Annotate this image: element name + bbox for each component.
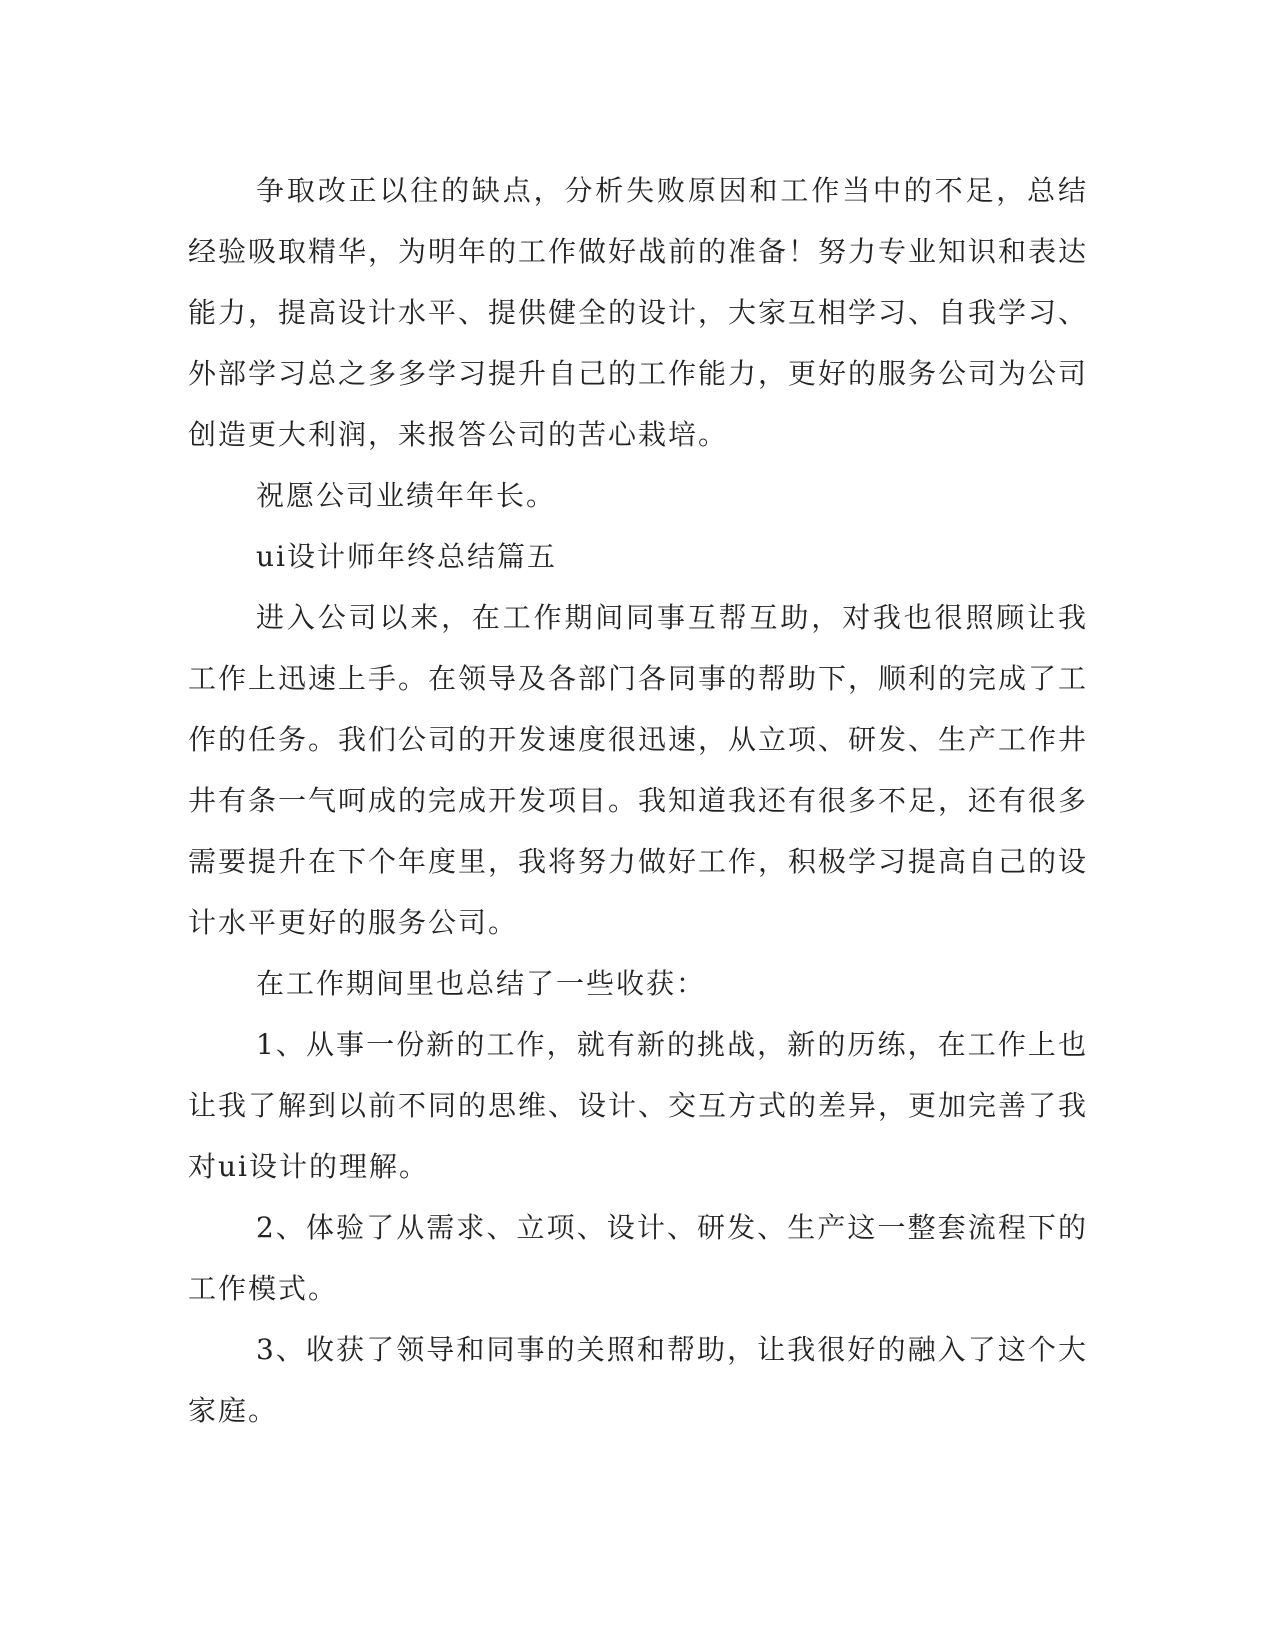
list-item-2: 2、体验了从需求、立项、设计、研发、生产这一整套流程下的工作模式。 xyxy=(188,1211,1088,1305)
list-item-1: 1、从事一份新的工作，就有新的挑战，新的历练，在工作上也让我了解到以前不同的思维、设计、交互方式的差异，更加完善了我对ui设计的理解。 xyxy=(188,1028,1089,1183)
section-heading: ui设计师年终总结篇五 xyxy=(256,540,557,573)
paragraph-joining-company: 进入公司以来，在工作期间同事互帮互助，对我也很照顾让我工作上迅速上手。在领导及各部门各同事的帮助下，顺利的完成了工作的任务。我们公司的开发速度很迅速，从立项、研发、生产工作井井有条一气呵成的完成开发项目。我知道我还有很多不足，还有很多需要提升在下个年度里，我将努力做好工作，积极学习提高自己的设计水平更好的服务公司。 xyxy=(188,601,1089,939)
paragraph-gains-intro: 在工作期间里也总结了一些收获： xyxy=(256,967,707,1000)
paragraph-improvement: 争取改正以往的缺点，分析失败原因和工作当中的不足，总结经验吸取精华，为明年的工作做好战前的准备！努力专业知识和表达能力，提高设计水平、提供健全的设计，大家互相学习、自我学习、外部学习总之多多学习提升自己的工作能力，更好的服务公司为公司创造更大利润，来报答公司的苦心栽培。 xyxy=(188,174,1089,451)
list-item-3: 3、收获了领导和同事的关照和帮助，让我很好的融入了这个大家庭。 xyxy=(188,1333,1088,1427)
paragraph-wishes: 祝愿公司业绩年年长。 xyxy=(256,479,557,512)
document-body xyxy=(188,160,1088,1441)
